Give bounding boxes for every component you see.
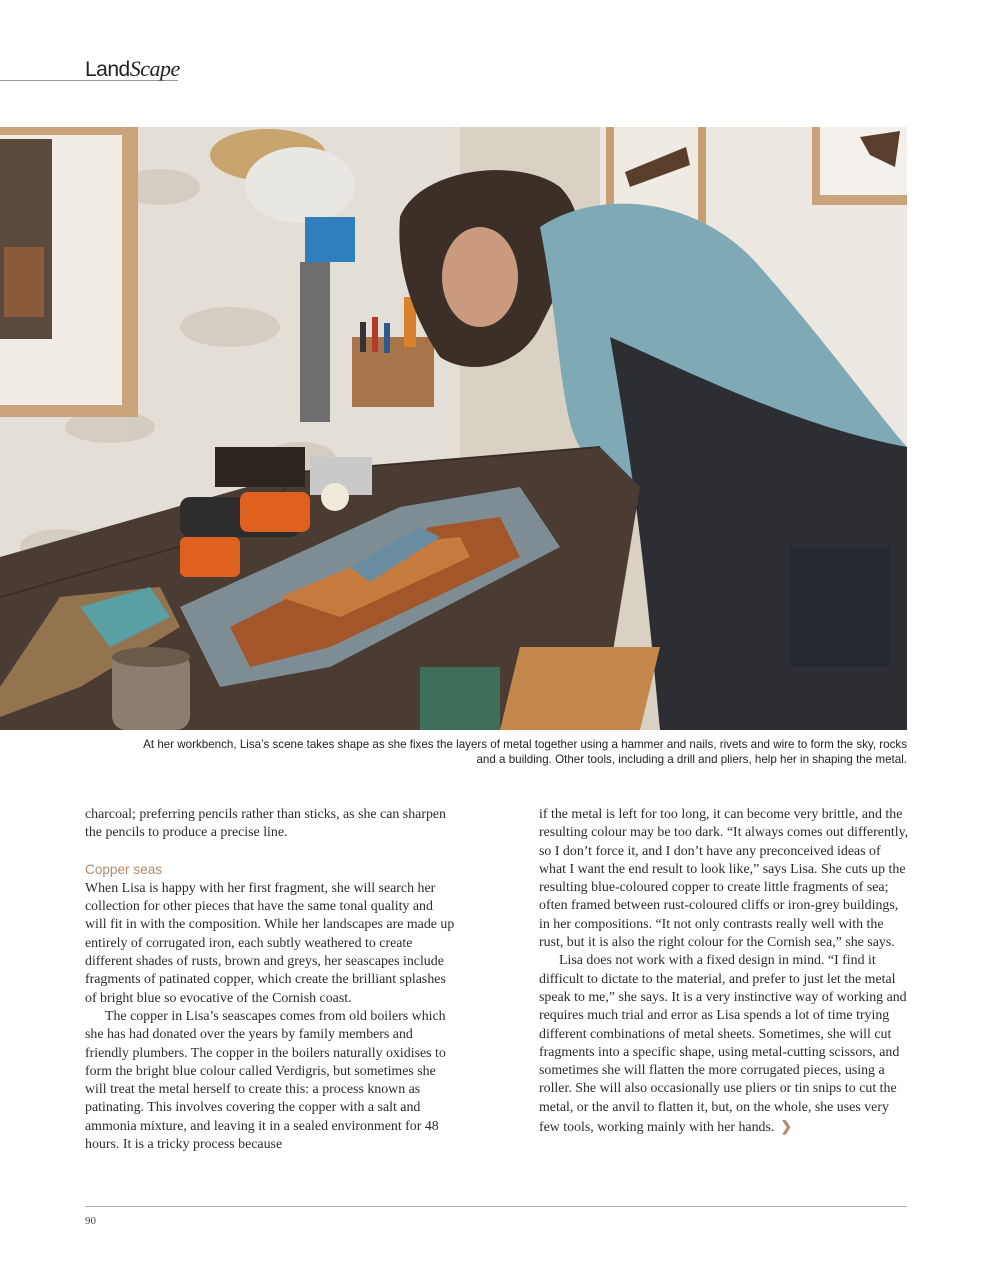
caption-line-2: and a building. Other tools, including a drill and pliers, help her in shaping the metal. <box>476 753 907 766</box>
paragraph: The copper in Lisa’s seascapes comes from old boilers which she has had donated over the years by family members and friendly plumbers. The copper in the boilers naturally oxidises to form the bright blue colour called Verdigris, but sometimes she will treat the metal herself to create this: a process known as patinating. This involves covering the copper with a salt and ammonia mixture, and leaving it in a sealed environment for 48 hours. It is a tricky process because <box>85 1008 446 1153</box>
page-number: 90 <box>85 1215 96 1227</box>
paragraph: charcoal; preferring pencils rather than sticks, as she can sharpen the pencils to produce a precise line. <box>85 807 447 841</box>
paragraph: When Lisa is happy with her first fragment, she will search her collection for other pieces that have the same tonal quality and will fit in with the composition. While her landscapes are made up entirely of corrugated iron, each subtly weathered to create different shades of rusts, brown and greys, her seascapes include fragments of patinated copper, which create the brilliant splashes of bright blue so evocative of the Cornish coast. <box>85 880 455 1006</box>
caption-line-1: At her workbench, Lisa’s scene takes shape as she fixes the layers of metal together using a hammer and nails, rivets and wire to form the sky, rocks <box>143 738 907 751</box>
workbench-photo <box>0 127 907 730</box>
section-title-italic: Scape <box>129 56 180 81</box>
article-column-left <box>85 806 455 1154</box>
paragraph: if the metal is left for too long, it can become very brittle, and the resulting colour may be too dark. “It always comes out differently, so I don’t force it, and I don’t have any preconceived ideas of what I want the end result to look like,” says Lisa. She cuts up the resulting blue-coloured copper to create little fragments of sea; often framed between rust-coloured cliffs or iron-grey buildings, in her compositions. “It not only contrasts really well with the rust, but it is also the right colour for the Cornish sea,” she says. <box>539 807 909 951</box>
section-title <box>85 56 180 82</box>
section-title-plain: Land <box>85 58 130 81</box>
article-column-right <box>539 806 909 1137</box>
paragraph <box>539 952 909 1137</box>
footer-rule <box>85 1206 907 1207</box>
photo-caption <box>85 737 907 767</box>
paragraph-text: Lisa does not work with a fixed design in mind. “I find it difficult to dictate to the material, and prefer to just let the metal speak to me,” she says. It is a very instinctive way of working and requires much trial and error as Lisa spends a lot of time trying different combinations of metal sheets. Sometimes, she will cut fragments into a specific shape, using metal-cutting scissors, and sometimes she will flatten the more corrugated pieces, using a roller. She will also occasionally use pliers or tin snips to cut the metal, or the anvil to flatten it, but, on the whole, she uses very few tools, working mainly with her hands. <box>539 953 907 1136</box>
subheading: Copper seas <box>85 861 163 877</box>
end-of-article-icon: ❯ <box>780 1118 792 1135</box>
